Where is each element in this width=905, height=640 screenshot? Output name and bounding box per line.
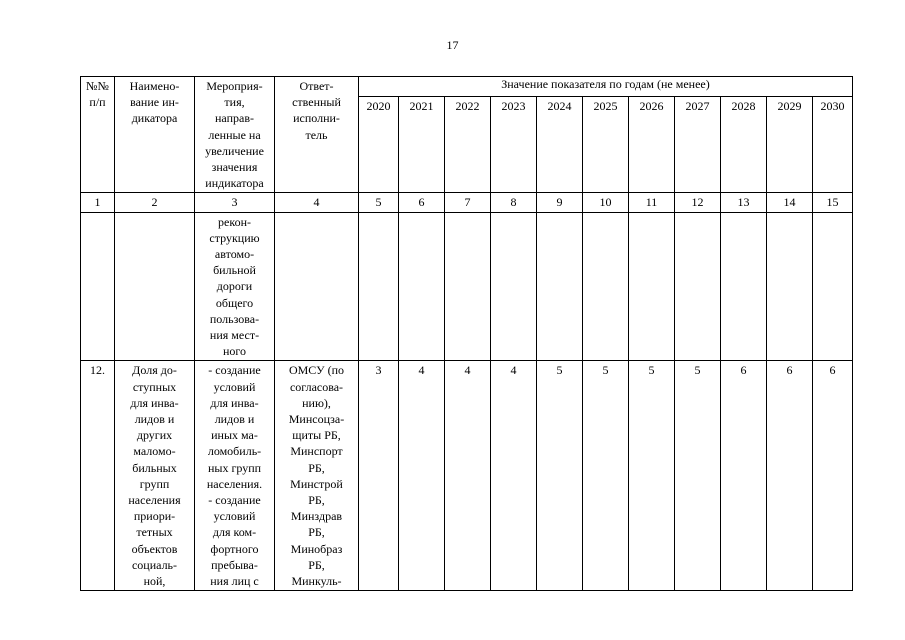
column-number: 14	[767, 193, 813, 212]
column-number: 15	[813, 193, 853, 212]
year-value: 4	[445, 361, 491, 591]
column-number: 5	[359, 193, 399, 212]
column-number-row	[81, 193, 853, 212]
row-number	[81, 212, 115, 361]
year-value: 4	[399, 361, 445, 591]
year-value	[813, 212, 853, 361]
column-number: 13	[721, 193, 767, 212]
year-value: 5	[537, 361, 583, 591]
year-value	[359, 212, 399, 361]
header-year: 2027	[675, 97, 721, 193]
year-value	[583, 212, 629, 361]
table-row	[81, 361, 853, 591]
year-value	[767, 212, 813, 361]
year-value: 5	[675, 361, 721, 591]
column-number: 12	[675, 193, 721, 212]
indicator-table	[80, 76, 853, 591]
header-year: 2026	[629, 97, 675, 193]
column-number: 9	[537, 193, 583, 212]
header-row	[81, 77, 853, 97]
header-year: 2025	[583, 97, 629, 193]
header-year: 2022	[445, 97, 491, 193]
year-value	[537, 212, 583, 361]
column-number: 1	[81, 193, 115, 212]
year-value: 6	[767, 361, 813, 591]
indicator-name: Доля до- ступных для инва- лидов и других маломо- бильных групп населения приори- тетных объектов социаль- ной,	[115, 361, 195, 591]
table-row	[81, 212, 853, 361]
year-value: 5	[583, 361, 629, 591]
header-indicator-name: Наимено- вание ин- дикатора	[115, 77, 195, 193]
header-year: 2023	[491, 97, 537, 193]
responsible: ОМСУ (по согласова- нию), Минсоцза- щиты РБ, Минспорт РБ, Минстрой РБ, Минздрав РБ, Минобраз РБ, Минкуль-	[275, 361, 359, 591]
column-number: 11	[629, 193, 675, 212]
year-value: 6	[721, 361, 767, 591]
header-year: 2024	[537, 97, 583, 193]
header-measures: Мероприя- тия, направ- ленные на увеличение значения индикатора	[195, 77, 275, 193]
year-value: 6	[813, 361, 853, 591]
year-value	[445, 212, 491, 361]
year-value: 5	[629, 361, 675, 591]
column-number: 3	[195, 193, 275, 212]
column-number: 2	[115, 193, 195, 212]
responsible	[275, 212, 359, 361]
year-value	[721, 212, 767, 361]
year-value	[399, 212, 445, 361]
header-year: 2029	[767, 97, 813, 193]
year-value: 4	[491, 361, 537, 591]
column-number: 6	[399, 193, 445, 212]
header-year: 2020	[359, 97, 399, 193]
header-responsible: Ответ- ственный исполни- тель	[275, 77, 359, 193]
year-value	[629, 212, 675, 361]
column-number: 8	[491, 193, 537, 212]
measures: рекон- струкцию автомо- бильной дороги общего пользова- ния мест- ного	[195, 212, 275, 361]
row-number: 12.	[81, 361, 115, 591]
header-year: 2028	[721, 97, 767, 193]
year-value	[675, 212, 721, 361]
column-number: 10	[583, 193, 629, 212]
page-number: 17	[446, 38, 459, 52]
header-number: №№ п/п	[81, 77, 115, 193]
year-value: 3	[359, 361, 399, 591]
measures: - создание условий для инва- лидов и иных ма- ломобиль- ных групп населения. - создание условий для ком- фортного пребыва- ния лиц с	[195, 361, 275, 591]
header-year: 2021	[399, 97, 445, 193]
header-year: 2030	[813, 97, 853, 193]
header-yearly-values: Значение показателя по годам (не менее)	[359, 77, 853, 97]
column-number: 7	[445, 193, 491, 212]
year-value	[491, 212, 537, 361]
indicator-name	[115, 212, 195, 361]
column-number: 4	[275, 193, 359, 212]
